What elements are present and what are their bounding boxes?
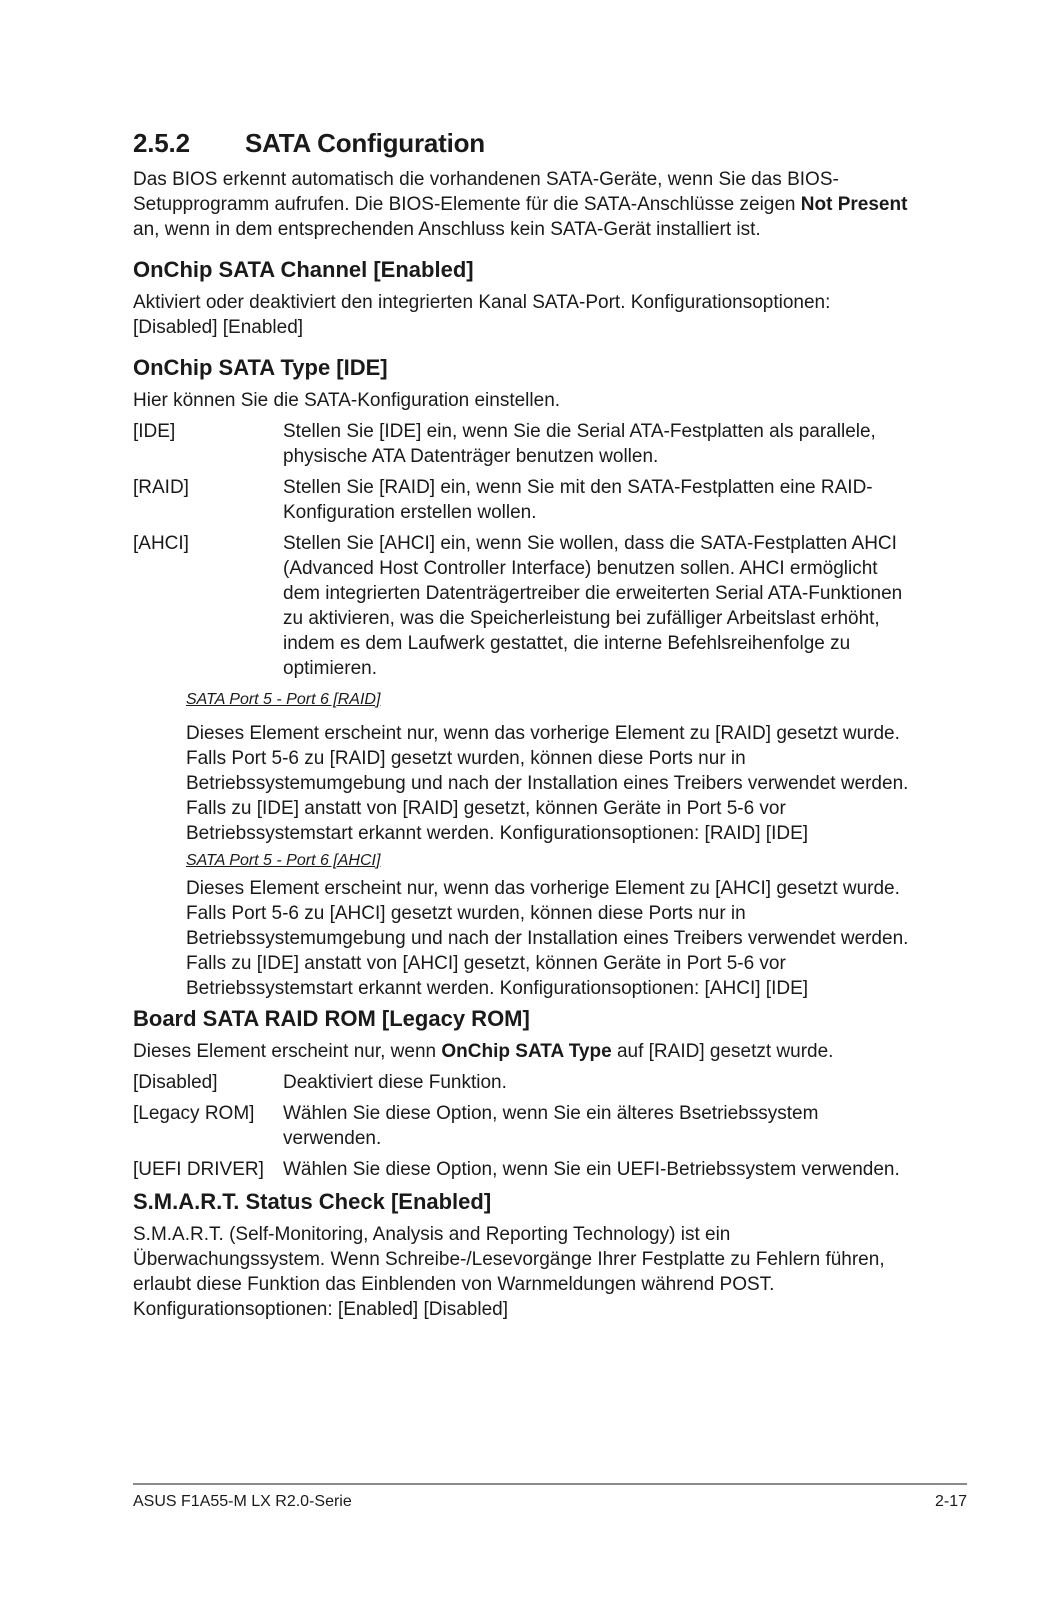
raid-rom-options	[133, 1070, 913, 1182]
page-footer	[133, 1492, 967, 1512]
footer-divider	[133, 1483, 967, 1485]
onchip-channel-heading: OnChip SATA Channel [Enabled]	[133, 257, 474, 282]
intro-bold-text: Not Present	[800, 194, 908, 215]
option-key: [Legacy ROM]	[133, 1103, 255, 1124]
footer-product-name: ASUS F1A55-M LX R2.0-Serie	[133, 1493, 352, 1510]
option-text: Stellen Sie [RAID] ein, wenn Sie mit den SATA-Festplatten eine RAID-Konfiguration erstellen wollen.	[283, 477, 873, 523]
document-page	[133, 128, 913, 1322]
option-row	[133, 475, 913, 525]
option-key: [Disabled]	[133, 1072, 218, 1093]
option-key: [UEFI DRIVER]	[133, 1159, 264, 1180]
option-row	[133, 1157, 913, 1182]
onchip-type-options	[133, 419, 913, 681]
page-number: 2-17	[934, 1493, 967, 1510]
intro-text-1: Das BIOS erkennt automatisch die vorhandenen SATA-Geräte, wenn Sie das BIOS-Setupprogramm aufrufen. Die BIOS-Elemente für die SATA-Anschlüsse zeigen	[133, 169, 839, 215]
intro-text-2: an, wenn in dem entsprechenden Anschluss kein SATA-Gerät installiert ist.	[133, 219, 761, 240]
sub-item-raid	[186, 689, 913, 1001]
section-title: SATA Configuration	[245, 128, 485, 158]
raid-rom-bold-text: OnChip SATA Type	[441, 1041, 612, 1062]
sub-item-ahci-description: Dieses Element erscheint nur, wenn das vorherige Element zu [AHCI] gesetzt wurde. Falls Port 5-6 zu [AHCI] gesetzt wurden, können diese Ports nur in Betriebssystemumgebung und nach der Installation eines Treibers verwendet werden. Falls zu [IDE] anstatt von [AHCI] gesetzt, können Geräte in Port 5-6 vor Betriebssystemstart erkannt werden. Konfigurationsoptionen: [AHCI] [IDE]	[186, 878, 909, 999]
smart-heading: S.M.A.R.T. Status Check [Enabled]	[133, 1189, 492, 1214]
option-text: Wählen Sie diese Option, wenn Sie ein älteres Bsetriebssystem verwenden.	[283, 1103, 819, 1149]
onchip-type-description: Hier können Sie die SATA-Konfiguration einstellen.	[133, 390, 561, 411]
onchip-channel-description: Aktiviert oder deaktiviert den integrierten Kanal SATA-Port. Konfigurationsoptionen: [Disabled] [Enabled]	[133, 292, 831, 338]
option-row	[133, 419, 913, 469]
onchip-type-heading: OnChip SATA Type [IDE]	[133, 355, 388, 380]
raid-rom-description	[133, 1039, 913, 1064]
section-number: 2.5.2	[133, 128, 190, 158]
sub-item-raid-title: SATA Port 5 - Port 6 [RAID]	[186, 691, 381, 708]
raid-rom-text-1: Dieses Element erscheint nur, wenn	[133, 1041, 442, 1062]
option-key: [RAID]	[133, 477, 189, 498]
option-text: Stellen Sie [IDE] ein, wenn Sie die Serial ATA-Festplatten als parallele, physische ATA Datenträger benutzen wollen.	[283, 421, 876, 467]
option-row	[133, 531, 913, 681]
option-key: [IDE]	[133, 421, 176, 442]
raid-rom-heading: Board SATA RAID ROM [Legacy ROM]	[133, 1006, 530, 1031]
option-text: Stellen Sie [AHCI] ein, wenn Sie wollen, dass die SATA-Festplatten AHCI (Advanced Host Controller Interface) benutzen sollen. AHCI ermöglicht dem integrierten Datenträgertreiber die erweiterten Serial ATA-Funktionen zu aktivieren, was die Speicherleistung bei zufälliger Arbeitslast erhöht, indem es dem Laufwerk gestattet, die interne Befehlsreihenfolge zu optimieren.	[283, 533, 903, 679]
option-text: Wählen Sie diese Option, wenn Sie ein UEFI-Betriebssystem verwenden.	[283, 1159, 900, 1180]
option-row	[133, 1101, 913, 1151]
sub-item-ahci-title: SATA Port 5 - Port 6 [AHCI]	[186, 852, 381, 869]
option-key: [AHCI]	[133, 533, 189, 554]
section-intro	[133, 167, 913, 242]
raid-rom-text-2: auf [RAID] gesetzt wurde.	[611, 1041, 834, 1062]
option-row	[133, 1070, 913, 1095]
section-heading	[133, 128, 913, 159]
smart-description: S.M.A.R.T. (Self-Monitoring, Analysis and Reporting Technology) ist ein Überwachungssystem. Wenn Schreibe-/Lesevorgänge Ihrer Festplatte zu Fehlern führen, erlaubt diese Funktion das Einblenden von Warnmeldungen während POST. Konfigurationsoptionen: [Enabled] [Disabled]	[133, 1224, 885, 1320]
option-text: Deaktiviert diese Funktion.	[283, 1072, 507, 1093]
sub-item-raid-description: Dieses Element erscheint nur, wenn das vorherige Element zu [RAID] gesetzt wurde. Falls Port 5-6 zu [RAID] gesetzt wurden, können diese Ports nur in Betriebssystemumgebung und nach der Installation eines Treibers verwendet werden. Falls zu [IDE] anstatt von [RAID] gesetzt, können Geräte in Port 5-6 vor Betriebssystemstart erkannt werden. Konfigurationsoptionen: [RAID] [IDE]	[186, 723, 909, 844]
